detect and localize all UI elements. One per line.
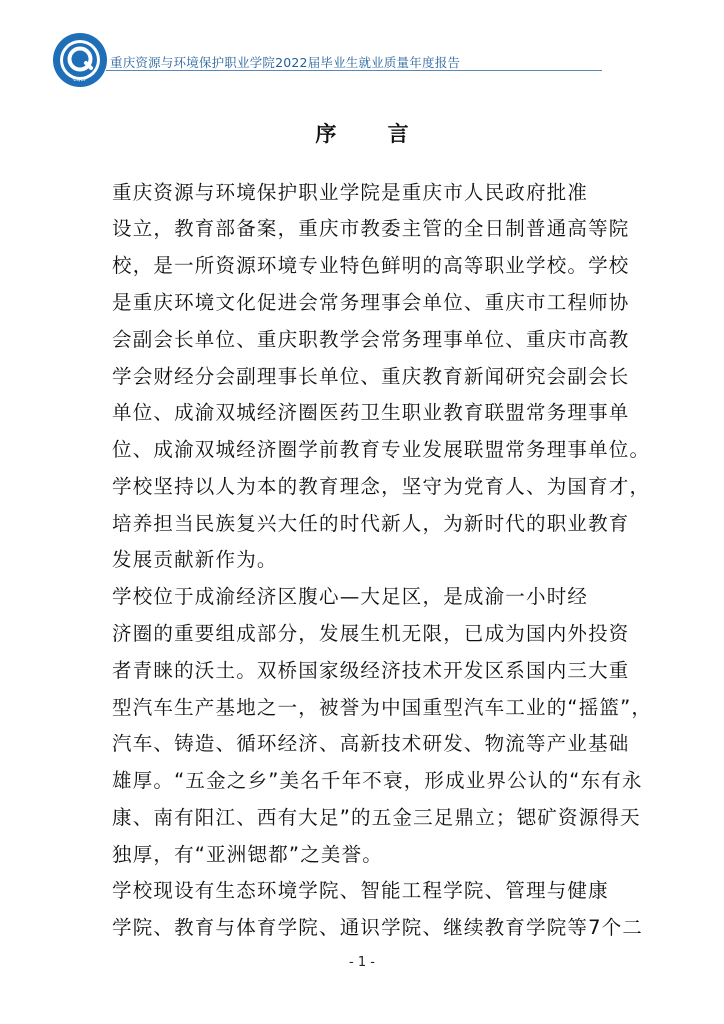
text-line: 学会财经分会副理事长单位、重庆教育新闻研究会副会长 — [112, 365, 630, 388]
text-line: 校，是一所资源环境专业特色鲜明的高等职业学校。学校 — [112, 254, 630, 277]
text-line: 者青睐的沃土。双桥国家级经济技术开发区系国内三大重 — [112, 659, 630, 682]
text-line: 位、成渝双城经济圈学前教育专业发展联盟常务理事单位。 — [112, 438, 651, 461]
text-line: 型汽车生产基地之一，被誉为中国重型汽车工业的“摇篮”， — [112, 696, 653, 719]
text-line: 学校坚持以人为本的教育理念，坚守为党育人、为国育才， — [112, 475, 651, 498]
text-line: 发展贡献新作为。 — [112, 548, 278, 571]
logo-text: CQEP — [73, 77, 87, 83]
header-divider — [106, 70, 602, 71]
text-line: 会副会长单位、重庆职教学会常务理事单位、重庆市高教 — [112, 328, 630, 351]
page-number: - 1 - — [349, 955, 375, 970]
page-title: 序 言 — [315, 122, 431, 146]
text-line: 培养担当民族复兴大任的时代新人，为新时代的职业教育 — [112, 512, 630, 535]
college-logo — [52, 32, 108, 88]
text-line: 单位、成渝双城经济圈医药卫生职业教育联盟常务理事单 — [112, 401, 630, 424]
text-line: 雄厚。“五金之乡”美名千年不衰，形成业界公认的“东有永 — [112, 769, 643, 792]
text-line: 是重庆环境文化促进会常务理事会单位、重庆市工程师协 — [112, 291, 630, 314]
text-line: 独厚，有“亚洲锶都”之美誉。 — [112, 843, 384, 866]
text-line: 济圈的重要组成部分，发展生机无限，已成为国内外投资 — [112, 622, 630, 645]
text-line: 学院、教育与体育学院、通识学院、继续教育学院等7个二 — [112, 916, 644, 939]
text-line: 康、南有阳江、西有大足”的五金三足鼎立；锶矿资源得天 — [112, 806, 641, 829]
text-line: 学校位于成渝经济区腹心—大足区，是成渝一小时经 — [112, 585, 589, 608]
text-line: 设立，教育部备案，重庆市教委主管的全日制普通高等院 — [112, 217, 630, 240]
text-line: 学校现设有生态环境学院、智能工程学院、管理与健康 — [112, 879, 609, 902]
text-line: 汽车、铸造、循环经济、高新技术研发、物流等产业基础 — [112, 732, 630, 755]
report-header-title: 重庆资源与环境保护职业学院2022届毕业生就业质量年度报告 — [110, 55, 461, 70]
text-line: 重庆资源与环境保护职业学院是重庆市人民政府批准 — [112, 181, 589, 204]
